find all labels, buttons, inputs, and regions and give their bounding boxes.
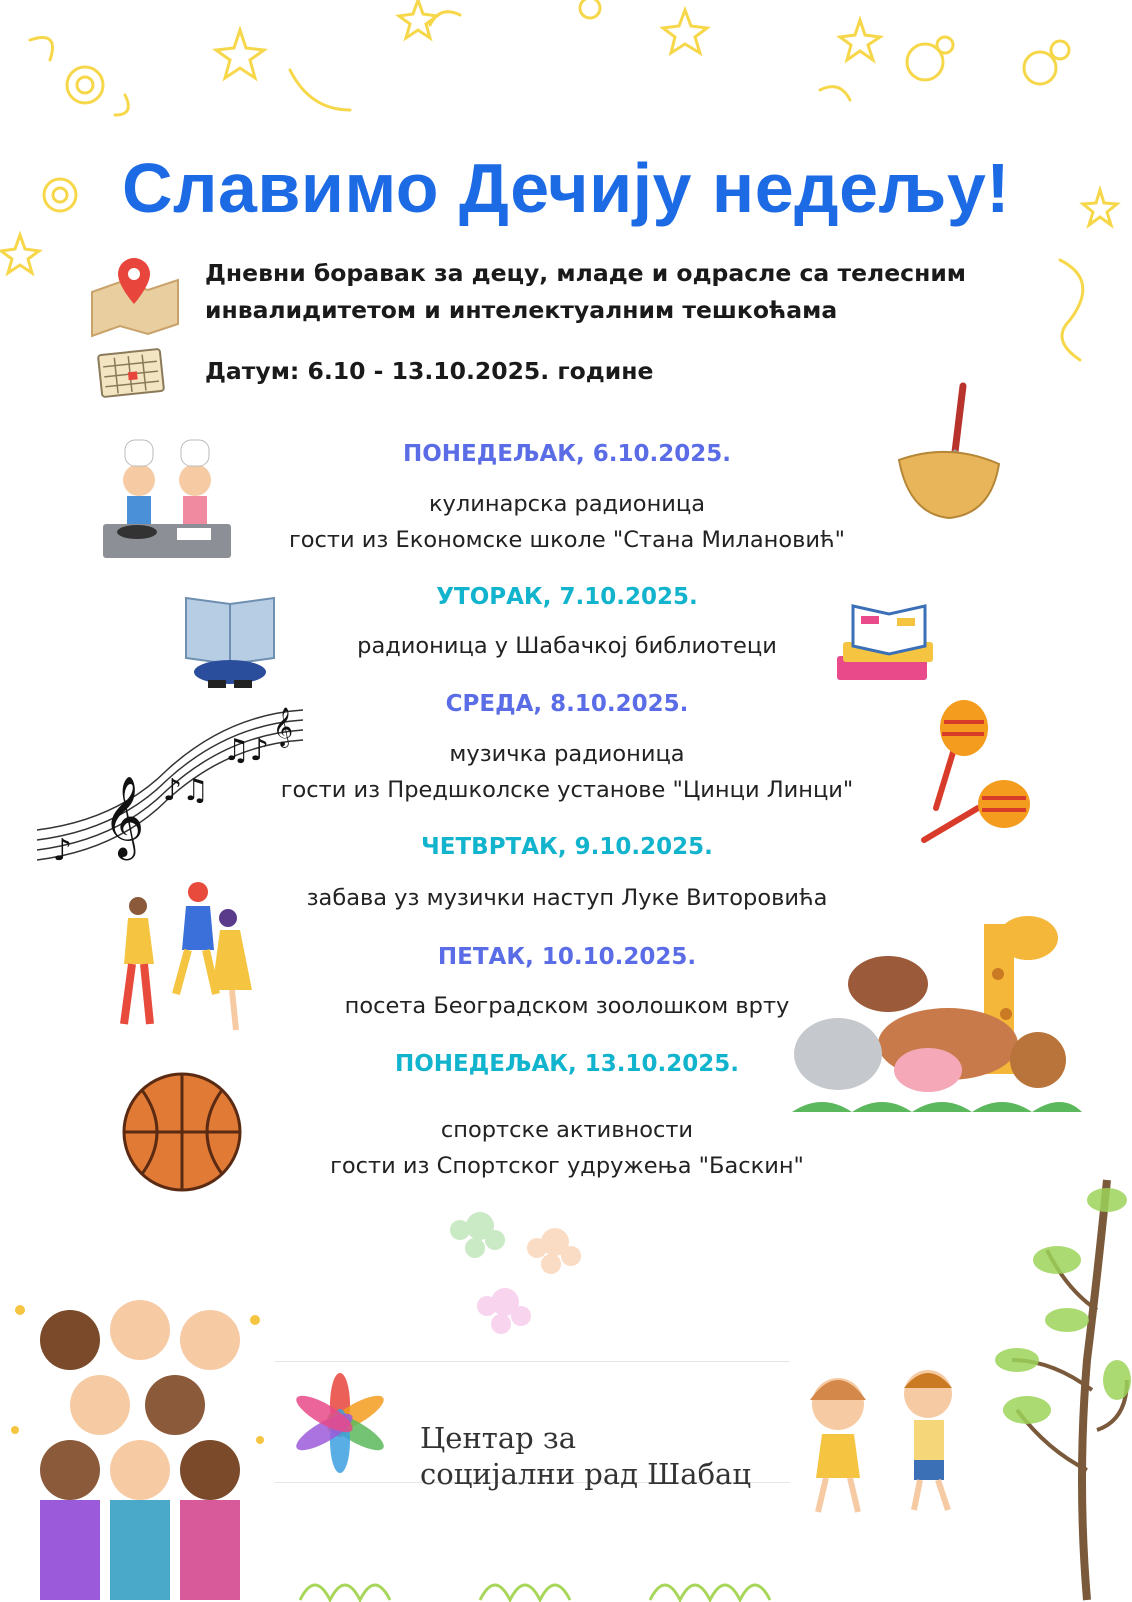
zoo-animals-illustration <box>788 894 1088 1119</box>
svg-text:♪♫: ♪♫ <box>163 773 210 808</box>
calendar-icon <box>98 344 168 399</box>
page-title: Славимо Дечију недељу! <box>121 149 1011 227</box>
schedule-day-3: СРЕДА, 8.10.2025. <box>445 691 689 717</box>
schedule-desc-6 <box>160 1112 974 1184</box>
schedule-desc-1-line-2: гости из Економске школе "Стана Милановић" <box>288 527 846 553</box>
grass-decoration <box>0 1552 1132 1602</box>
schedule-desc-4: забава уз музички наступ Луке Виторовића <box>306 885 828 911</box>
location-line-1: Дневни боравак за децу, младе и одрасле са телесним <box>205 259 967 287</box>
maracas-illustration <box>918 698 1038 848</box>
music-notes-illustration <box>33 700 308 880</box>
schedule-desc-5: посета Београдском зоолошком врту <box>344 993 790 1019</box>
basketball-illustration <box>120 1070 244 1194</box>
schedule-desc-6-line-2: гости из Спортског удружења "Баскин" <box>330 1153 804 1179</box>
svg-text:♪: ♪ <box>53 833 73 868</box>
location-text <box>205 255 966 329</box>
logo-line-1: Центар за <box>420 1421 577 1455</box>
logo-line-2: социјални рад Шабац <box>420 1457 751 1491</box>
schedule-day-2: УТОРАК, 7.10.2025. <box>436 584 698 610</box>
schedule-desc-1 <box>160 486 974 558</box>
dancing-people-illustration <box>108 878 283 1038</box>
location-line-2: инвалидитетом и интелектуалним тешкоћама <box>205 296 838 324</box>
schedule-day-4: ЧЕТВРТАК, 9.10.2025. <box>421 834 713 860</box>
chef-kids-illustration <box>103 432 233 562</box>
schedule-desc-1-line-1: кулинарска радионица <box>428 491 706 517</box>
svg-text:𝄞: 𝄞 <box>273 707 294 747</box>
svg-text:♫♪: ♫♪ <box>223 733 270 768</box>
schedule-desc-3-line-1: музичка радионица <box>449 741 685 767</box>
footer-divider-top <box>275 1361 790 1362</box>
schedule-day-6: ПОНЕДЕЉАК, 13.10.2025. <box>394 1051 740 1077</box>
schedule-desc-6-line-1: спортске активности <box>440 1117 694 1143</box>
map-pin-icon <box>92 252 182 332</box>
running-kids-illustration <box>778 1360 998 1520</box>
schedule-day-1: ПОНЕДЕЉАК, 6.10.2025. <box>402 441 732 467</box>
date-text: Датум: 6.10 - 13.10.2025. године <box>205 357 654 385</box>
tree-illustration <box>997 1170 1132 1600</box>
schedule-day-5: ПЕТАК, 10.10.2025. <box>437 944 697 970</box>
svg-text:𝄞: 𝄞 <box>103 775 145 857</box>
whisk-bowl-illustration <box>893 382 1003 522</box>
books-illustration <box>833 596 943 691</box>
schedule-desc-3-line-2: гости из Предшколске установе "Цинци Линци" <box>280 777 854 803</box>
flowers-decoration <box>445 1196 595 1336</box>
schedule-desc-2: радионица у Шабачкој библиотеци <box>357 633 777 659</box>
center-logo-text <box>420 1420 751 1492</box>
center-logo-icon <box>285 1368 395 1478</box>
reading-child-illustration <box>182 592 282 692</box>
